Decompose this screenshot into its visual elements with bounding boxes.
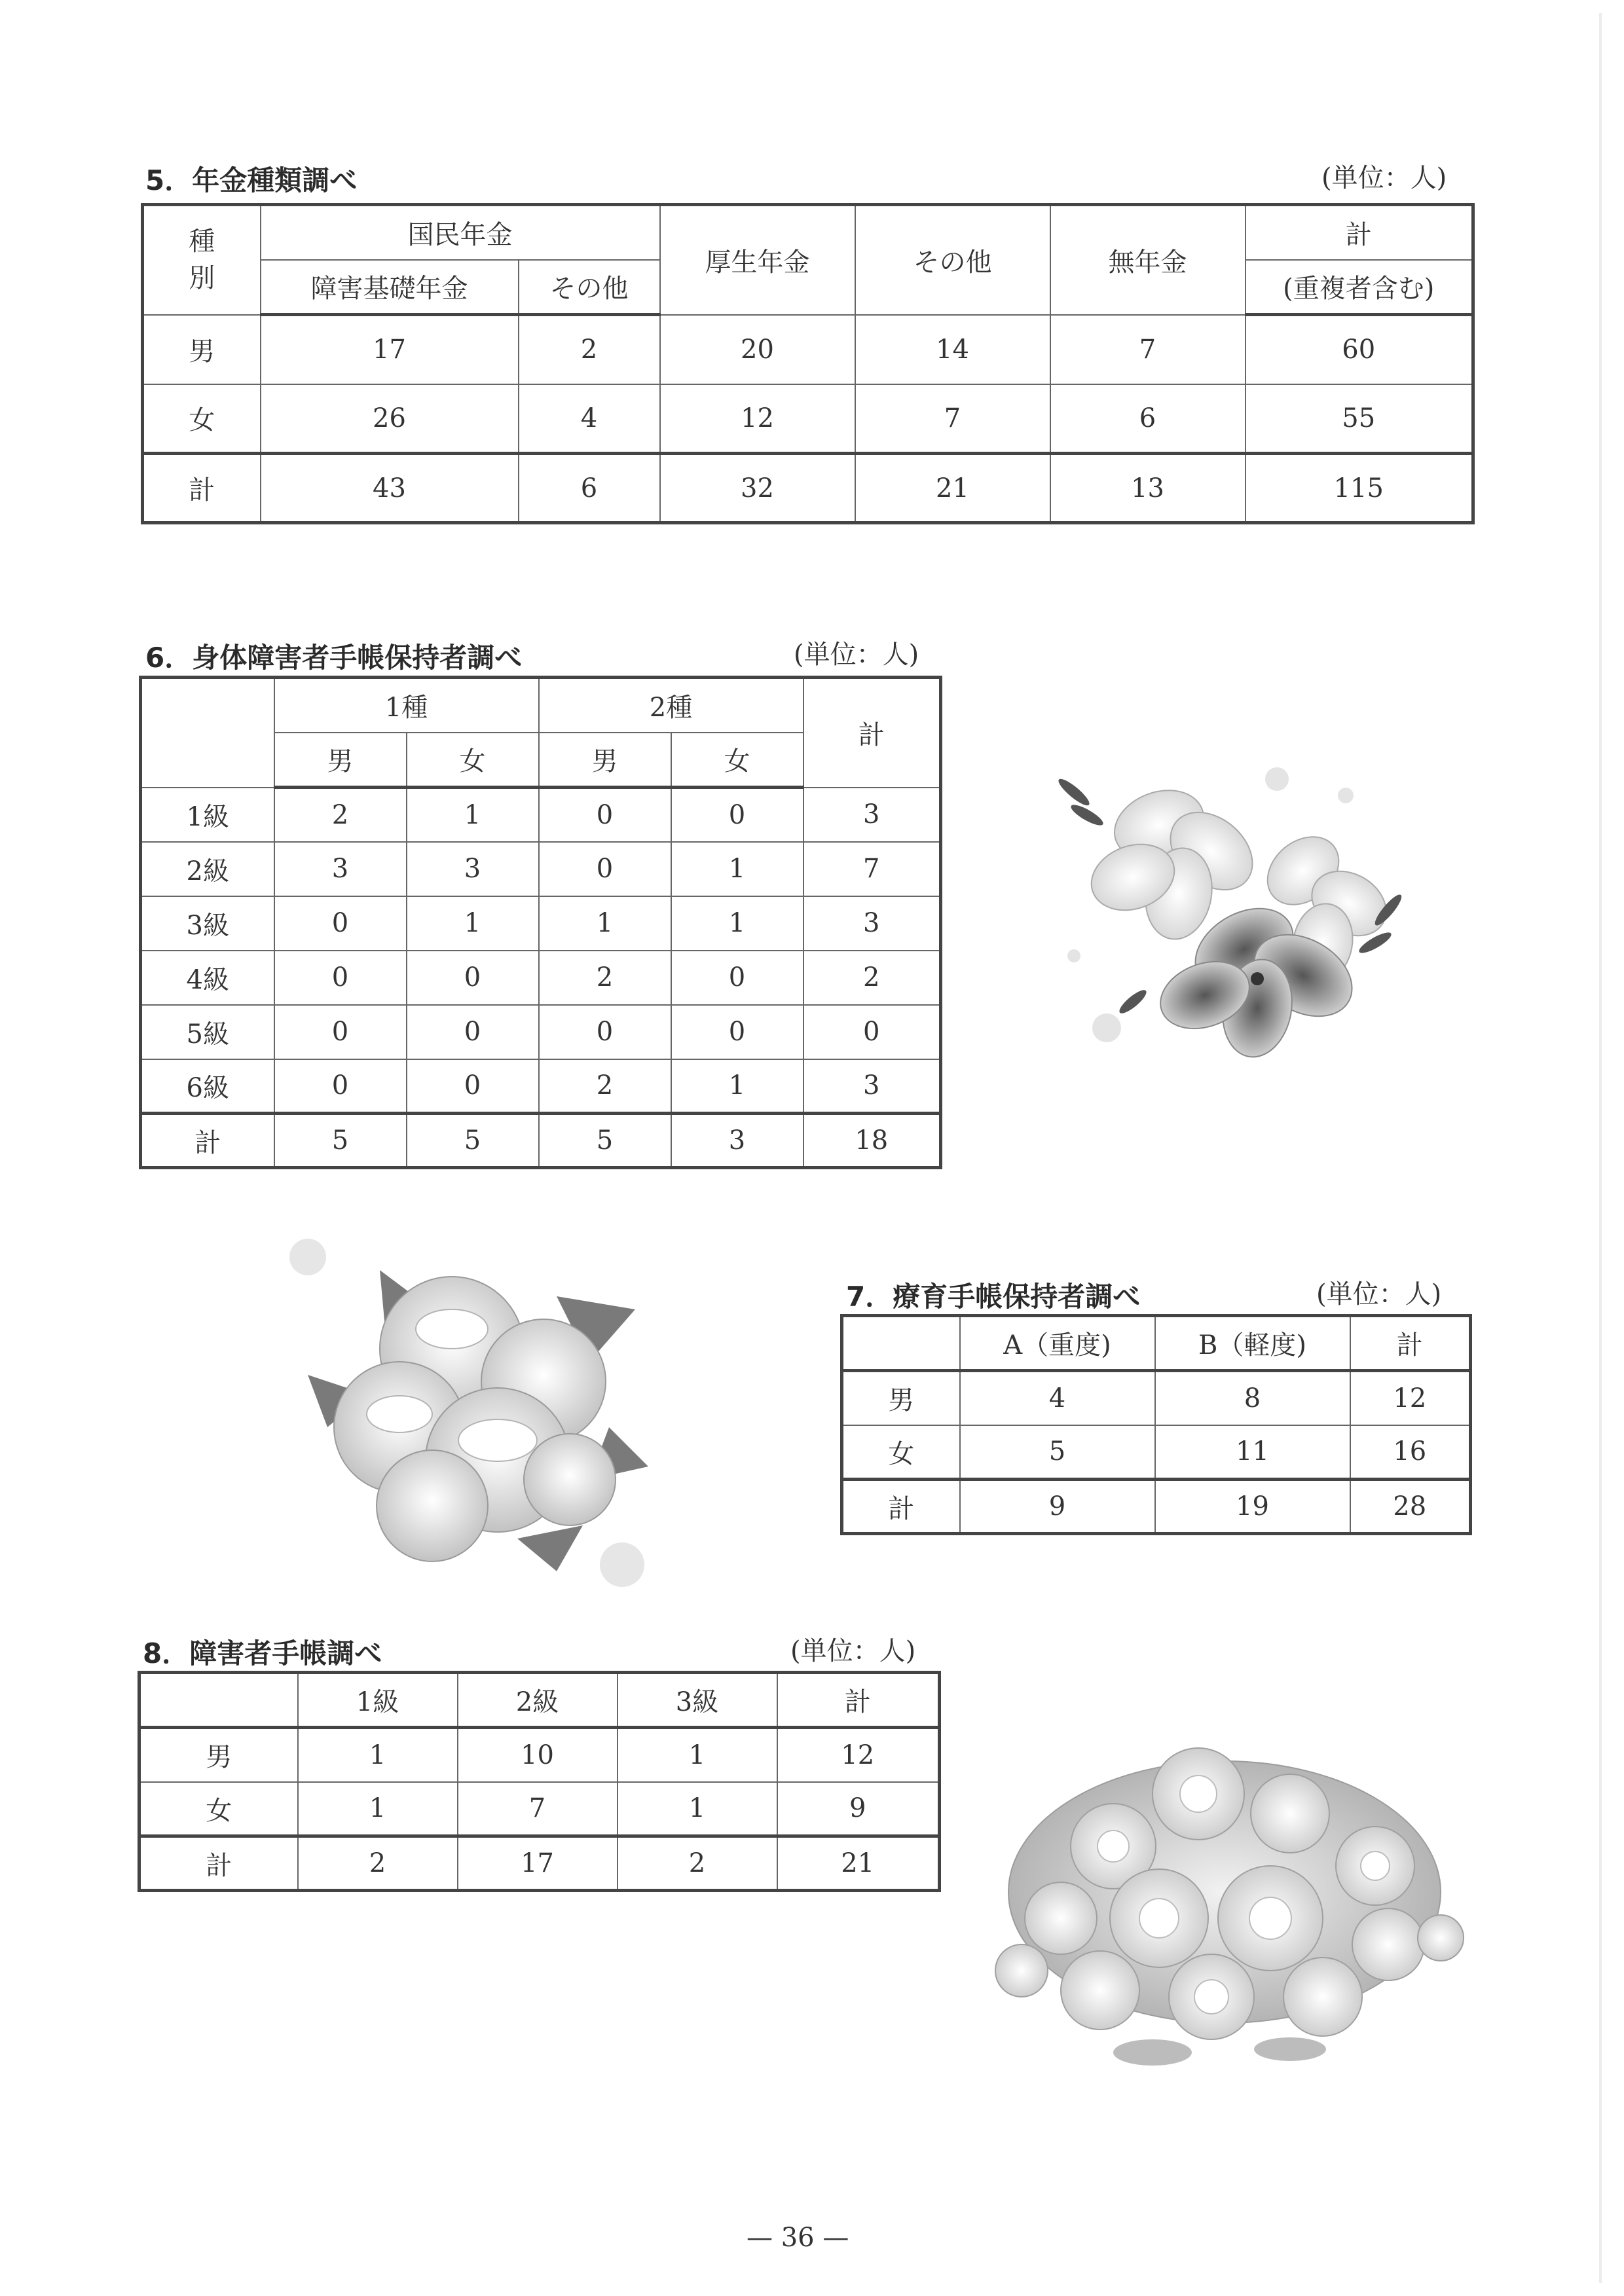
- cell: 2: [298, 1836, 458, 1891]
- table-row: [139, 1782, 940, 1836]
- cell: 5: [539, 1114, 671, 1168]
- row-label: 女: [143, 384, 261, 454]
- cell: 2: [539, 951, 671, 1005]
- cell: 5: [960, 1425, 1155, 1480]
- cell: 5: [274, 1114, 407, 1168]
- table-row: [141, 951, 941, 1005]
- section8-unit: (単位：人): [790, 1636, 916, 1666]
- corner-cell: [139, 1673, 298, 1728]
- row-label: 女: [139, 1782, 298, 1836]
- cell: 14: [855, 315, 1050, 384]
- cell: 2: [274, 788, 407, 842]
- cell: 9: [960, 1480, 1155, 1534]
- cell: 0: [671, 951, 803, 1005]
- cell: 4: [960, 1371, 1155, 1425]
- cell: 3: [803, 788, 941, 842]
- female-header: 女: [671, 733, 803, 788]
- row-label: 男: [842, 1371, 960, 1425]
- table-row: [143, 384, 1473, 454]
- flower-bouquet-icon: [282, 1231, 661, 1597]
- cell: 4: [519, 384, 660, 454]
- cell: 1: [539, 896, 671, 951]
- table-row: [141, 1005, 941, 1059]
- section5-title: 5．年金種類調べ: [145, 164, 358, 196]
- cell: 10: [458, 1728, 618, 1782]
- cell: 1: [671, 896, 803, 951]
- cell: 55: [1246, 384, 1473, 454]
- pension-type-table: [141, 203, 1475, 524]
- row-label: 2級: [141, 842, 274, 896]
- cell: 7: [855, 384, 1050, 454]
- cell: 6: [1050, 384, 1246, 454]
- cell: 16: [1350, 1425, 1471, 1480]
- total-header: 計: [803, 678, 941, 788]
- male-header: 男: [274, 733, 407, 788]
- row-label: 計: [842, 1480, 960, 1534]
- cell: 0: [407, 1005, 539, 1059]
- cell: 21: [777, 1836, 940, 1891]
- table-row: [141, 788, 941, 842]
- cell: 3: [671, 1114, 803, 1168]
- cell: 17: [458, 1836, 618, 1891]
- cell: 2: [803, 951, 941, 1005]
- table-row: [141, 842, 941, 896]
- disability-handbook-table: [138, 1671, 941, 1892]
- cell: 20: [660, 315, 855, 384]
- cell: 1: [671, 842, 803, 896]
- grade2-header: 2級: [458, 1673, 618, 1728]
- table-row: [141, 1059, 941, 1114]
- cell: 1: [407, 896, 539, 951]
- cell: 28: [1350, 1480, 1471, 1534]
- disability-basic-header: 障害基礎年金: [261, 260, 519, 315]
- row-label: 1級: [141, 788, 274, 842]
- other-header: その他: [855, 205, 1050, 315]
- cell: 3: [803, 1059, 941, 1114]
- corner-cell: [141, 678, 274, 788]
- row-label: 4級: [141, 951, 274, 1005]
- national-pension-header: 国民年金: [261, 205, 660, 260]
- physical-disability-table: [139, 676, 942, 1169]
- table-row-total: [143, 454, 1473, 523]
- national-other-header: その他: [519, 260, 660, 315]
- grade-b-header: B（軽度): [1155, 1316, 1350, 1371]
- cell: 1: [618, 1728, 777, 1782]
- table-row: [141, 896, 941, 951]
- cell: 1: [671, 1059, 803, 1114]
- cell: 19: [1155, 1480, 1350, 1534]
- cell: 7: [803, 842, 941, 896]
- cell: 0: [274, 896, 407, 951]
- rehabilitation-table: [840, 1314, 1472, 1535]
- cell: 12: [777, 1728, 940, 1782]
- section6-unit: (単位：人): [794, 640, 919, 670]
- page-edge-shadow: [1599, 13, 1602, 2283]
- section6-title: 6．身体障害者手帳保持者調べ: [145, 642, 523, 674]
- female-header: 女: [407, 733, 539, 788]
- cell: 0: [274, 1005, 407, 1059]
- corner-cell: [842, 1316, 960, 1371]
- table-row: [143, 315, 1473, 384]
- row-label: 6級: [141, 1059, 274, 1114]
- row-label: 計: [139, 1836, 298, 1891]
- cell: 0: [274, 951, 407, 1005]
- cell: 8: [1155, 1371, 1350, 1425]
- section7-unit: (単位：人): [1316, 1279, 1442, 1309]
- cell: 0: [274, 1059, 407, 1114]
- kind-header-bottom: 別: [189, 263, 215, 294]
- cell: 1: [618, 1782, 777, 1836]
- cell: 1: [298, 1728, 458, 1782]
- table-row-total: [139, 1836, 940, 1891]
- cell: 60: [1246, 315, 1473, 384]
- cell: 0: [407, 951, 539, 1005]
- cell: 3: [803, 896, 941, 951]
- row-label: 5級: [141, 1005, 274, 1059]
- cell: 115: [1246, 454, 1473, 523]
- cell: 1: [298, 1782, 458, 1836]
- cell: 26: [261, 384, 519, 454]
- type1-header: 1種: [274, 678, 539, 733]
- table-row: [842, 1425, 1471, 1480]
- cell: 1: [407, 788, 539, 842]
- grade-a-header: A（重度): [960, 1316, 1155, 1371]
- cell: 3: [407, 842, 539, 896]
- total-header: 計: [777, 1673, 940, 1728]
- grade3-header: 3級: [618, 1673, 777, 1728]
- cell: 7: [458, 1782, 618, 1836]
- cell: 17: [261, 315, 519, 384]
- cell: 12: [660, 384, 855, 454]
- cell: 13: [1050, 454, 1246, 523]
- cell: 0: [407, 1059, 539, 1114]
- table-row: [139, 1728, 940, 1782]
- flower-cluster-icon: [982, 1722, 1467, 2082]
- cell: 0: [539, 842, 671, 896]
- table-row-total: [842, 1480, 1471, 1534]
- cell: 9: [777, 1782, 940, 1836]
- cell: 2: [618, 1836, 777, 1891]
- total-header-top: 計: [1246, 205, 1473, 260]
- table-row-total: [141, 1114, 941, 1168]
- row-label: 計: [141, 1114, 274, 1168]
- row-label: 女: [842, 1425, 960, 1480]
- page-number: — 36 —: [747, 2223, 849, 2253]
- cell: 3: [274, 842, 407, 896]
- section8-title: 8．障害者手帳調べ: [143, 1637, 382, 1669]
- cell: 43: [261, 454, 519, 523]
- male-header: 男: [539, 733, 671, 788]
- row-label: 男: [139, 1728, 298, 1782]
- total-header-bottom: (重複者含む): [1246, 260, 1473, 315]
- cell: 0: [671, 1005, 803, 1059]
- cell: 5: [407, 1114, 539, 1168]
- cell: 0: [539, 1005, 671, 1059]
- cell: 0: [803, 1005, 941, 1059]
- section5-unit: (単位：人): [1321, 163, 1447, 193]
- cell: 12: [1350, 1371, 1471, 1425]
- cell: 11: [1155, 1425, 1350, 1480]
- cell: 2: [519, 315, 660, 384]
- row-label: 男: [143, 315, 261, 384]
- cell: 18: [803, 1114, 941, 1168]
- row-label: 3級: [141, 896, 274, 951]
- cell: 21: [855, 454, 1050, 523]
- type2-header: 2種: [539, 678, 803, 733]
- no-pension-header: 無年金: [1050, 205, 1246, 315]
- flower-illustration-icon: [1048, 753, 1428, 1061]
- total-header: 計: [1350, 1316, 1471, 1371]
- row-label: 計: [143, 454, 261, 523]
- grade1-header: 1級: [298, 1673, 458, 1728]
- cell: 7: [1050, 315, 1246, 384]
- cell: 32: [660, 454, 855, 523]
- cell: 0: [671, 788, 803, 842]
- section7-title: 7．療育手帳保持者調べ: [846, 1281, 1141, 1313]
- cell: 6: [519, 454, 660, 523]
- kind-header: [143, 205, 261, 315]
- cell: 0: [539, 788, 671, 842]
- table-row: [842, 1371, 1471, 1425]
- welfare-pension-header: 厚生年金: [660, 205, 855, 315]
- kind-header-top: 種: [189, 227, 215, 257]
- cell: 2: [539, 1059, 671, 1114]
